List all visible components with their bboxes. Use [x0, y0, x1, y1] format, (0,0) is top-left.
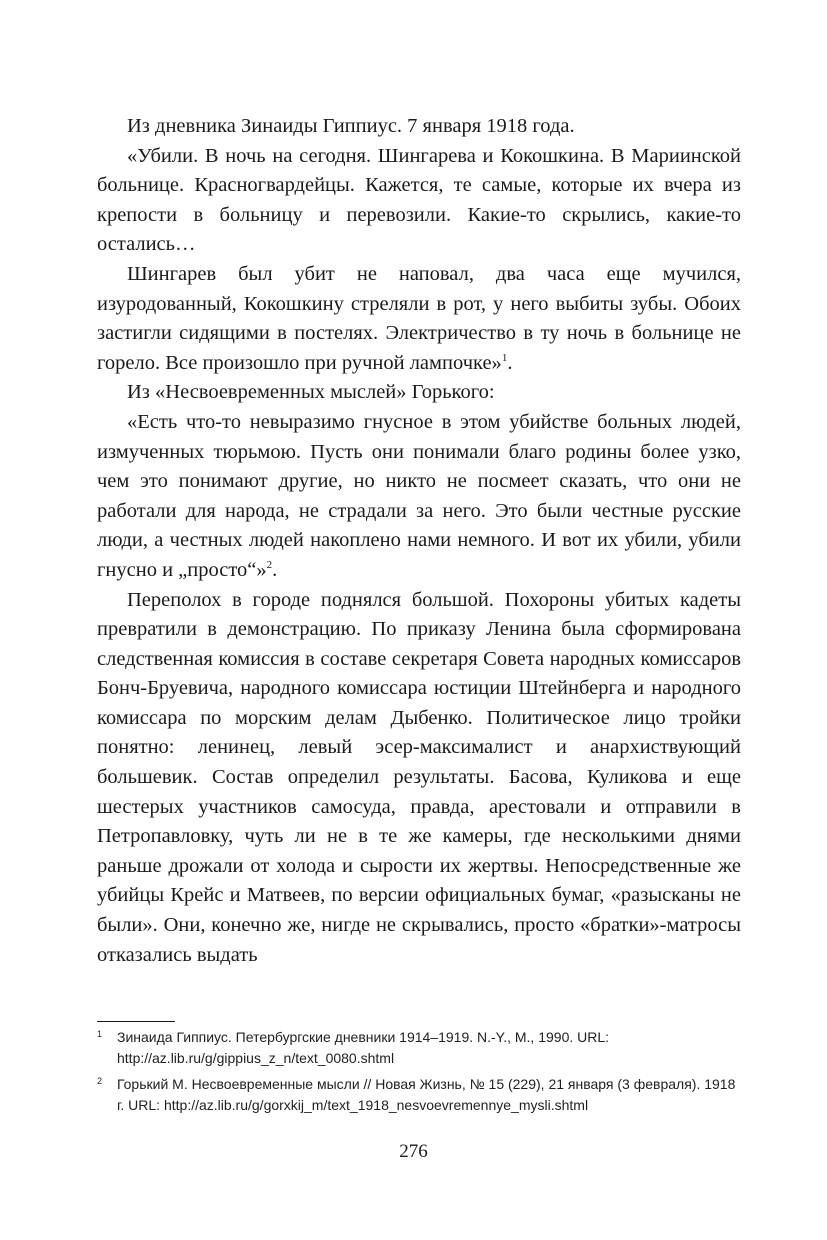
paragraph-text-end: . [507, 351, 513, 374]
paragraph [97, 112, 741, 142]
footnote-divider [97, 1021, 175, 1022]
paragraph [97, 142, 741, 260]
paragraph-text: Из «Несвоевременных мыслей» Горького: [127, 381, 495, 404]
paragraph-text: «Есть что-то невыразимо гнусное в этом убийстве больных людей, измученных тюрьмою. Пусть они понимали благо родины более узко, чем это понимают другие, но никто не посмеет сказать, что они не работали для народа, не страдали за него. Это были честные русские люди, а честных людей накоплено нами немного. И вот их убили, убили гнусно и „просто“» [97, 410, 741, 581]
paragraph-text: Переполох в городе поднялся большой. Похороны убитых кадеты превратили в демонстрацию. По приказу Ленина была сформирована следственная комиссия в составе секретаря Совета народных комиссаров Бонч-Бруевича, народного комиссара юстиции Штейнберга и народного комиссара по морским делам Дыбенко. Политическое лицо тройки понятно: ленинец, левый эсер-максималист и анархиствующий большевик. Состав определил результаты. Басова, Куликова и еще шестерых участников самосуда, правда, арестовали и отправили в Петропавловку, чуть ли не в те же камеры, где несколькими днями раньше дрожали от холода и сырости их жертвы. Непосредственные же убийцы Крейс и Матвеев, по версии официальных бумаг, «разысканы не были». Они, конечно же, нигде не скрывались, просто «братки»-матросы отказались выдать [97, 588, 741, 966]
paragraph [97, 260, 741, 378]
paragraph [97, 378, 741, 408]
paragraph [97, 408, 741, 586]
footnote-ref: 2 [266, 559, 273, 572]
paragraph-text: «Убили. В ночь на сегодня. Шингарева и Кокошкина. В Мариинской больнице. Красногвардейцы. Кажется, те самые, которые их вчера из крепости в больницу и перевозили. Какие-то скрылись, какие-то остались… [97, 144, 741, 256]
footnote-text: Зинаида Гиппиус. Петербургские дневники 1914–1919. N.-Y., M., 1990. URL: http://az.lib.ru/g/gippius_z_n/text_0080.shtml [117, 1029, 610, 1066]
page-number: 276 [399, 1141, 428, 1162]
footnote [97, 1027, 741, 1068]
main-text [97, 112, 741, 970]
footnote-number: 2 [97, 1076, 103, 1086]
footnotes [97, 1027, 741, 1121]
footnote-number: 1 [97, 1029, 103, 1039]
footnote-text: Горький М. Несвоевременные мысли // Новая Жизнь, № 15 (229), 21 января (3 февраля). 1918 г. URL: http://az.lib.ru/g/gorxkij_m/text_1918_nesvoevremennye_mysli.shtml [117, 1076, 736, 1113]
footnote-ref: 1 [501, 351, 508, 364]
paragraph-text: Шингарев был убит не наповал, два часа еще мучился, изуродованный, Кокошкину стреляли в рот, у него выбиты зубы. Обоих застигли сидящими в постелях. Электричество в ту ночь в больнице не горело. Все произошло при ручной лампочке» [97, 262, 741, 374]
paragraph-text: Из дневника Зинаиды Гиппиус. 7 января 1918 года. [127, 115, 575, 137]
paragraph-text-end: . [272, 558, 278, 581]
paragraph [97, 586, 741, 971]
footnote [97, 1074, 741, 1115]
